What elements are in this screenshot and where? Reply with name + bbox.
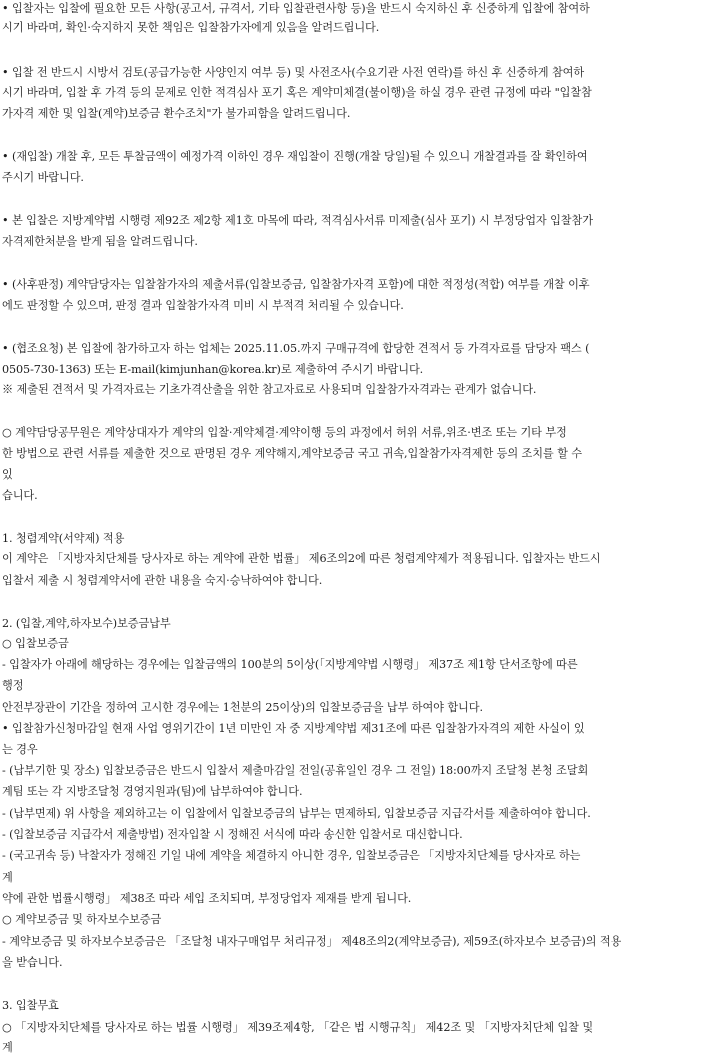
text-line: 가자격 제한 및 입찰(계약)보증금 환수조치"가 불가피함을 알려드립니다. bbox=[2, 107, 351, 120]
text-line: 약에 관한 법률시행령」 제38조 따라 세입 조치되며, 부정당업자 제재를 받게 됩니다. bbox=[2, 892, 412, 905]
text-line: 주시기 바랍니다. bbox=[2, 171, 84, 184]
text-line: ○ 「지방자치단체를 당사자로 하는 법률 시행령」 제39조제4항, 「같은 법 시행규칙」 제42조 및 「지방자치단체 입찰 및 bbox=[2, 1021, 594, 1034]
text-line: 입찰서 제출 시 청렴계약서에 관한 내용을 숙지·승낙하여야 합니다. bbox=[2, 574, 323, 587]
text-line: - (입찰보증금 지급각서 제출방법) 전자입찰 시 정해진 서식에 따라 송신한 입찰서로 대신합니다. bbox=[2, 828, 463, 841]
text-line: • (사후판정) 계약담당자는 입찰참가자의 제출서류(입찰보증금, 입찰참가자격 포함)에 대한 적정성(적합) 여부를 개찰 이후 bbox=[2, 278, 590, 291]
text-line: - (납부면제) 위 사항을 제외하고는 이 입찰에서 입찰보증금의 납부는 면제하되, 입찰보증금 지급각서를 제출하여야 합니다. bbox=[2, 807, 591, 820]
text-line: 을 받습니다. bbox=[2, 956, 63, 969]
text-line: - (납부기한 및 장소) 입찰보증금은 반드시 입찰서 제출마감일 전일(공휴일인 경우 그 전일) 18:00까지 조달청 본청 조달회 bbox=[2, 764, 589, 777]
section-heading: 3. 입찰무효 bbox=[2, 999, 59, 1012]
subsection-heading: ○ 계약보증금 및 하자보수보증금 bbox=[2, 913, 162, 926]
text-line: • (재입찰) 개찰 후, 모든 투찰금액이 예정가격 이하인 경우 재입찰이 진행(개찰 당일)될 수 있으니 개찰결과를 잘 확인하여 bbox=[2, 150, 588, 163]
text-line: 는 경우 bbox=[2, 743, 38, 756]
text-line: 계 bbox=[2, 1041, 13, 1054]
text-line: 계팀 또는 각 지방조달청 경영지원과(팀)에 납부하여야 합니다. bbox=[2, 785, 303, 798]
text-line: 습니다. bbox=[2, 489, 38, 502]
text-line: 시기 바라며, 확인·숙지하지 못한 책임은 입찰참가자에게 있음을 알려드립니다. bbox=[2, 21, 380, 34]
text-line: 계 bbox=[2, 871, 13, 884]
text-line: - 입찰자가 아래에 해당하는 경우에는 입찰금액의 100분의 5이상(「지방계약법 시행령」 제37조 제1항 단서조항에 따른 bbox=[2, 658, 578, 671]
text-line: • (협조요청) 본 입찰에 참가하고자 하는 업체는 2025.11.05.까지 구매규격에 합당한 견적서 등 가격자료를 담당자 팩스 ( bbox=[2, 342, 590, 355]
text-line: ○ 계약담당공무원은 계약상대자가 계약의 입찰·계약체결·계약이행 등의 과정에서 허위 서류,위조·변조 또는 기타 부정 bbox=[2, 426, 567, 439]
text-line: • 입찰자는 입찰에 필요한 모든 사항(공고서, 규격서, 기타 입찰관련사항 등)을 반드시 숙지하신 후 신중하게 입찰에 참여하 bbox=[2, 2, 590, 15]
text-line: 행정 bbox=[2, 679, 24, 692]
section-heading: 1. 청렴계약(서약제) 적용 bbox=[2, 532, 125, 545]
text-line: • 입찰참가신청마감일 현재 사업 영위기간이 1년 미만인 자 중 지방계약법 제31조에 따른 입찰참가자격의 제한 사실이 있 bbox=[2, 722, 585, 735]
text-line: • 본 입찰은 지방계약법 시행령 제92조 제2항 제1호 마목에 따라, 적격심사서류 미제출(심사 포기) 시 부정당업자 입찰참가 bbox=[2, 214, 593, 227]
subsection-heading: ○ 입찰보증금 bbox=[2, 637, 69, 650]
text-line: 자격제한처분을 받게 됨을 알려드립니다. bbox=[2, 235, 198, 248]
text-line: 시기 바라며, 입찰 후 가격 등의 문제로 인한 적격심사 포기 혹은 계약미체결(불이행)을 하실 경우 관련 규정에 따라 "입찰참 bbox=[2, 86, 592, 99]
text-line: • 입찰 전 반드시 시방서 검토(공급가능한 사양인지 여부 등) 및 사전조사(수요기관 사전 연락)를 하신 후 신중하게 참여하 bbox=[2, 66, 585, 79]
text-line: - 계약보증금 및 하자보수보증금은 「조달청 내자구매업무 처리규정」 제48조의2(계약보증금), 제59조(하자보수 보증금)의 적용 bbox=[2, 935, 622, 948]
text-line: ※ 제출된 견적서 및 가격자료는 기초가격산출을 위한 참고자료로 사용되며 입찰참가자격과는 관계가 없습니다. bbox=[2, 383, 537, 396]
section-heading: 2. (입찰,계약,하자보수)보증금납부 bbox=[2, 617, 171, 630]
text-line: 0505-730-1363) 또는 E-mail(kimjunhan@korea.kr)로 제출하여 주시기 바랍니다. bbox=[2, 363, 424, 376]
text-line: 한 방법으로 관련 서류를 제출한 것으로 판명된 경우 계약해지,계약보증금 국고 귀속,입찰참가자격제한 등의 조치를 할 수 bbox=[2, 447, 582, 460]
text-line: 있 bbox=[2, 468, 13, 481]
text-line: - (국고귀속 등) 낙찰자가 정해진 기일 내에 계약을 체결하지 아니한 경우, 입찰보증금은 「지방자치단체를 당사자로 하는 bbox=[2, 849, 581, 862]
text-line: 안전부장관이 기간을 정하여 고시한 경우에는 1천분의 25이상)의 입찰보증금을 납부 하여야 합니다. bbox=[2, 701, 483, 714]
text-line: 이 계약은 「지방자치단체를 당사자로 하는 계약에 관한 법률」 제6조의2에 따른 청렴계약제가 적용됩니다. 입찰자는 반드시 bbox=[2, 552, 601, 565]
text-line: 에도 판정할 수 있으며, 판정 결과 입찰참가자격 미비 시 부적격 처리될 수 있습니다. bbox=[2, 299, 404, 312]
